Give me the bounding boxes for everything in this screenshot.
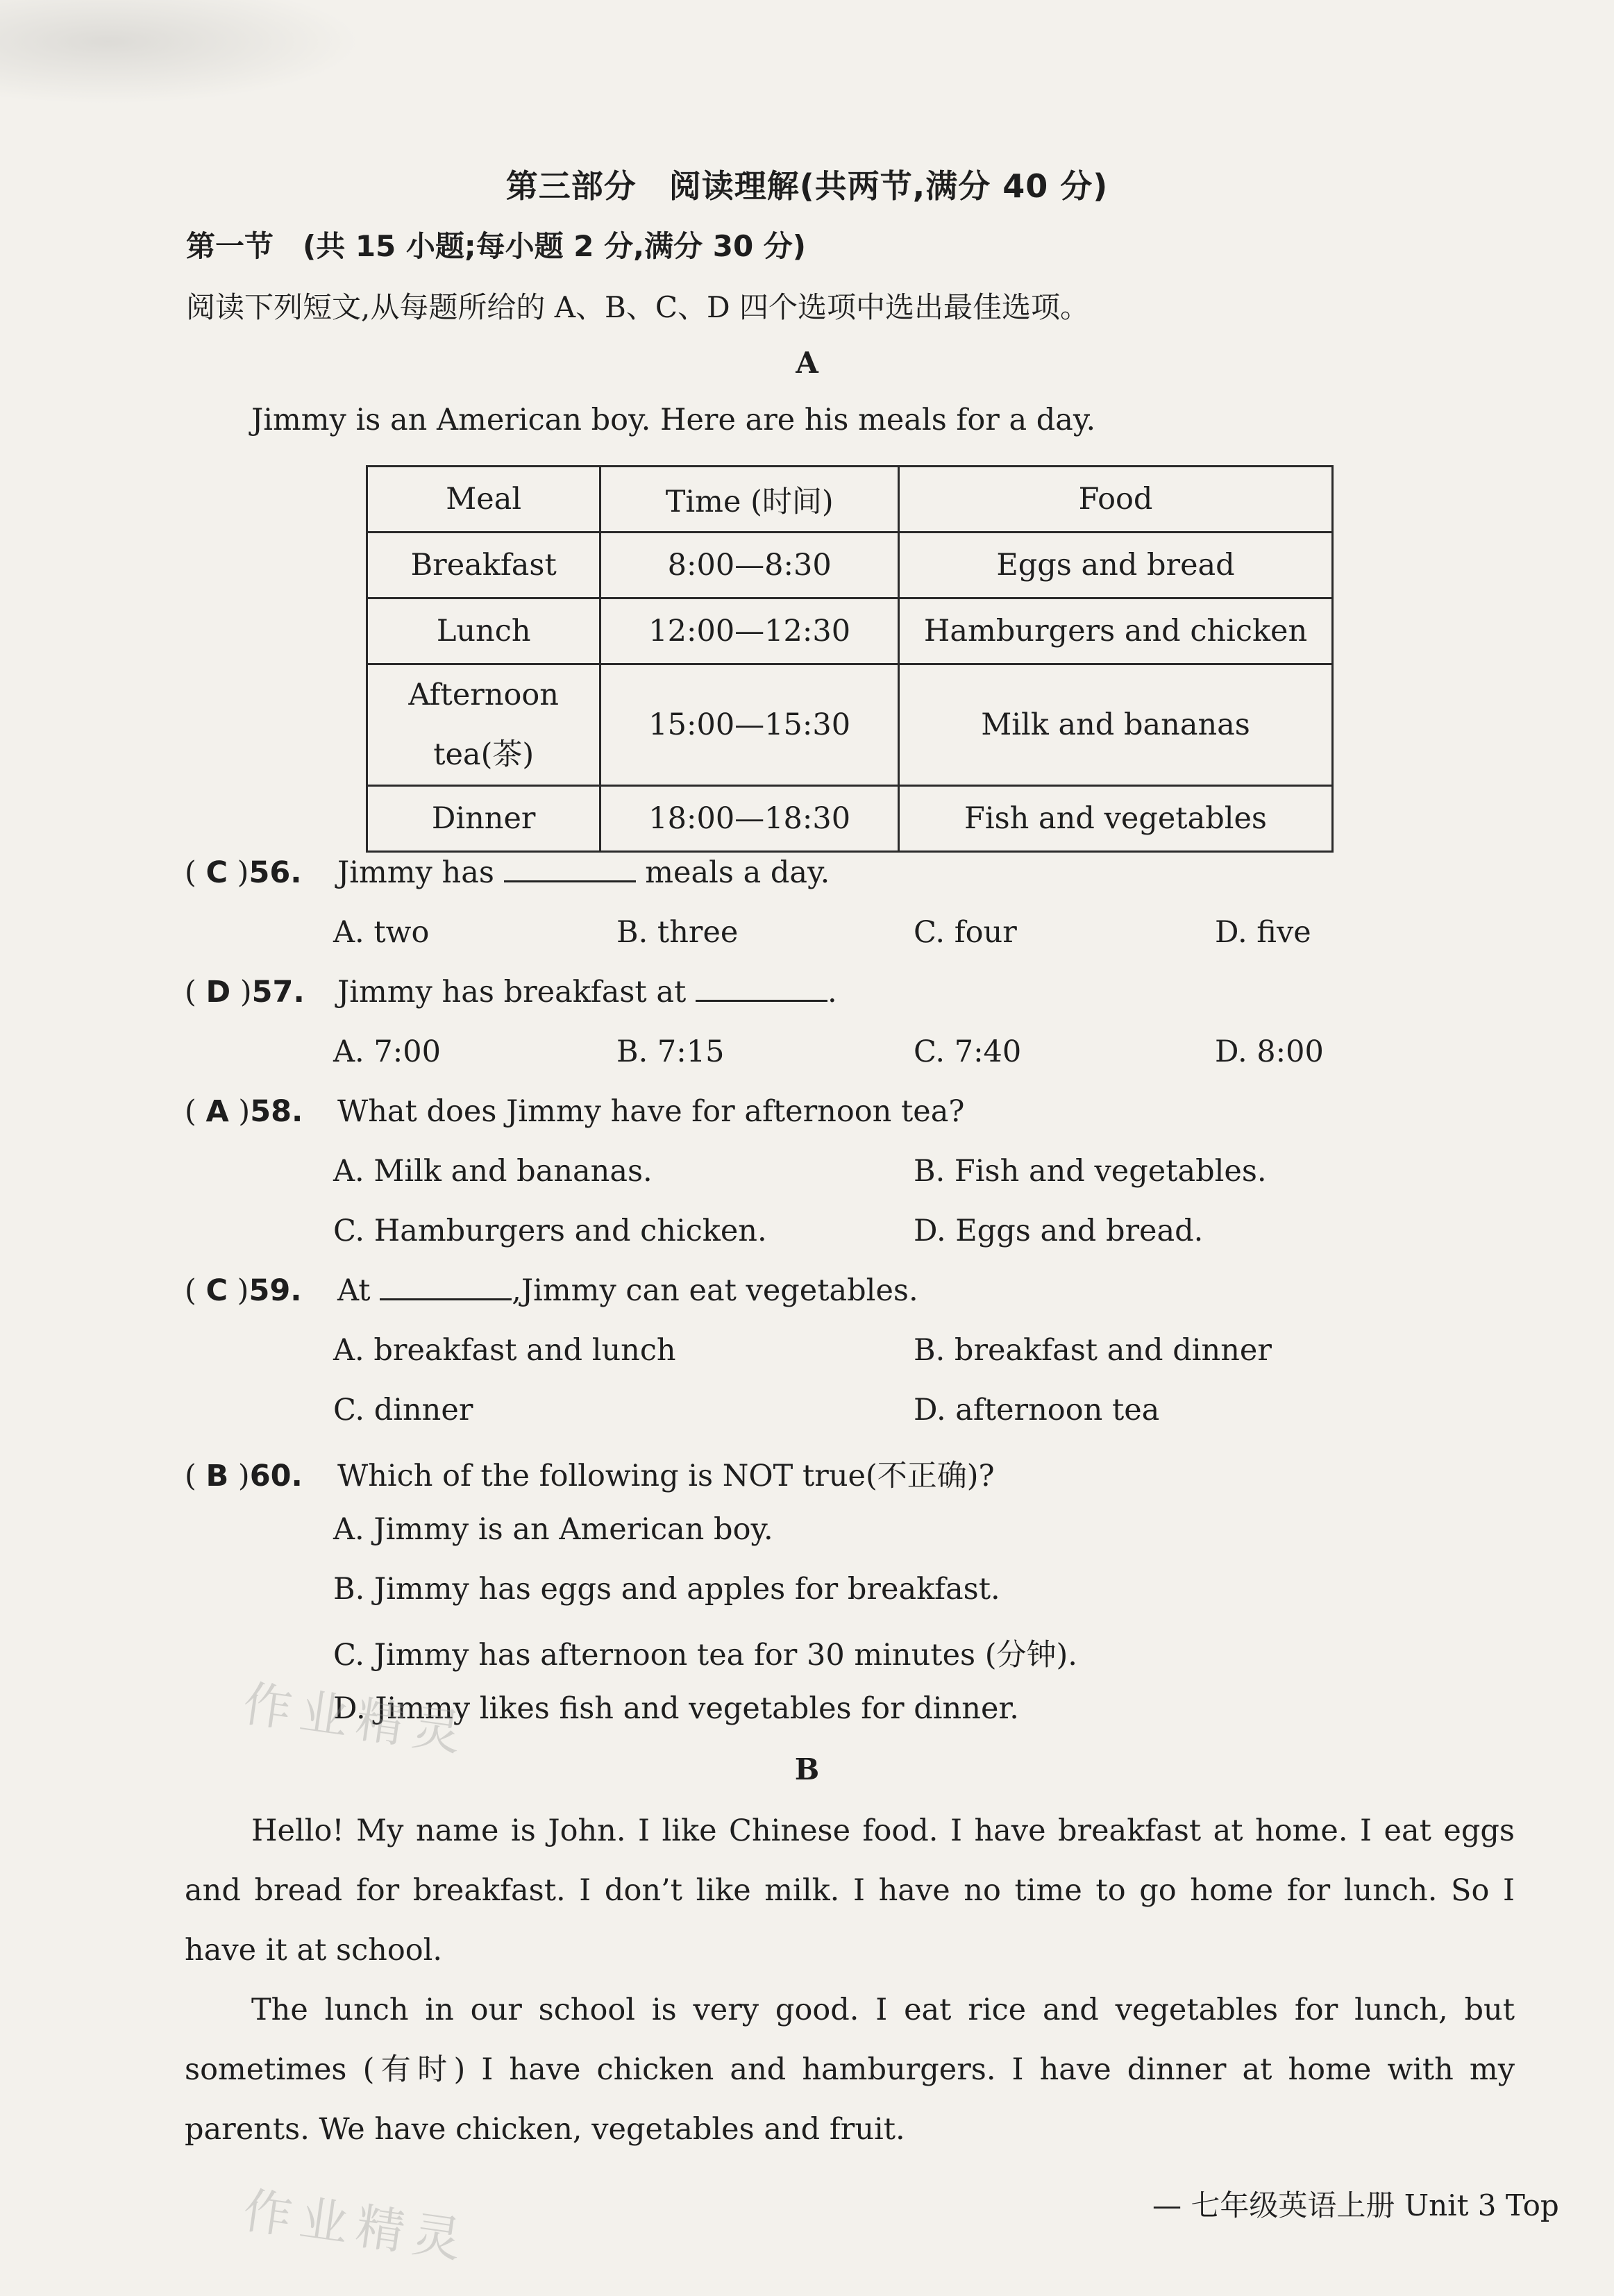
option-c: C. Hamburgers and chicken. <box>333 1214 767 1248</box>
option-a: A. Milk and bananas. <box>333 1154 653 1189</box>
option-d: D. 8:00 <box>1215 1034 1324 1069</box>
answer-letter: C <box>205 1273 228 1308</box>
scan-shadow <box>0 0 361 104</box>
option-c: C. 7:40 <box>914 1034 1022 1069</box>
question-57: ( D )57. Jimmy has breakfast at . <box>185 975 837 1009</box>
question-stem: Which of the following is NOT true(不正确)? <box>337 1459 995 1493</box>
table-header: Time (时间) <box>600 467 899 533</box>
part-title: 第三部分 阅读理解(共两节,满分 40 分) <box>505 167 1109 205</box>
question-stem-end: meals a day. <box>645 855 830 890</box>
table-cell: Fish and vegetables <box>899 786 1333 852</box>
option-b: B. Jimmy has eggs and apples for breakfast. <box>333 1572 1000 1607</box>
table-row <box>367 664 1333 786</box>
table-cell: Milk and bananas <box>899 664 1333 786</box>
option-d: D. Jimmy likes fish and vegetables for dinner. <box>333 1691 1019 1726</box>
option-b: B. breakfast and dinner <box>914 1333 1272 1368</box>
table-header: Food <box>899 467 1333 533</box>
option-b: B. 7:15 <box>616 1034 725 1069</box>
table-cell: Dinner <box>367 786 600 852</box>
table-cell: Afternoon tea(茶) <box>367 664 600 786</box>
option-d: D. afternoon tea <box>914 1393 1160 1427</box>
answer-letter: C <box>205 855 228 890</box>
passage-a-label: A <box>796 346 818 380</box>
table-cell: 15:00—15:30 <box>600 664 899 786</box>
passage-a-intro: Jimmy is an American boy. Here are his meals for a day. <box>251 403 1096 437</box>
table-row <box>367 533 1333 598</box>
question-number: 58. <box>250 1094 303 1129</box>
question-60: ( B )60. Which of the following is NOT true(不正确)? <box>185 1459 995 1493</box>
meal-table <box>366 465 1334 853</box>
question-number: 60. <box>249 1459 303 1493</box>
table-row <box>367 598 1333 664</box>
option-d: D. five <box>1215 915 1311 950</box>
watermark: 作业精灵 <box>239 1675 473 1763</box>
page-footer: — 七年级英语上册 Unit 3 Top <box>1152 2188 1559 2222</box>
table-row <box>367 786 1333 852</box>
table-cell: 8:00—8:30 <box>600 533 899 598</box>
watermark: 作业精灵 <box>239 2181 473 2270</box>
option-a: A. breakfast and lunch <box>333 1333 676 1368</box>
table-cell: 18:00—18:30 <box>600 786 899 852</box>
question-stem: Jimmy has <box>337 855 494 890</box>
question-stem-end: ,Jimmy can eat vegetables. <box>512 1273 918 1308</box>
table-header: Meal <box>367 467 600 533</box>
option-b: B. Fish and vegetables. <box>914 1154 1267 1189</box>
question-59: ( C )59. At ,Jimmy can eat vegetables. <box>185 1273 918 1308</box>
question-stem: At <box>337 1273 371 1308</box>
answer-letter: D <box>205 975 231 1009</box>
table-cell: Lunch <box>367 598 600 664</box>
answer-blank <box>380 1275 512 1300</box>
answer-letter: B <box>205 1459 229 1493</box>
table-header-row <box>367 467 1333 533</box>
answer-blank <box>696 976 827 1002</box>
table-cell: Breakfast <box>367 533 600 598</box>
table-cell: 12:00—12:30 <box>600 598 899 664</box>
answer-blank <box>504 857 636 882</box>
answer-letter: A <box>205 1094 229 1129</box>
section-title: 第一节 (共 15 小题;每小题 2 分,满分 30 分) <box>186 229 806 263</box>
question-stem: Jimmy has breakfast at <box>337 975 687 1009</box>
table-cell: Eggs and bread <box>899 533 1333 598</box>
table-cell: Hamburgers and chicken <box>899 598 1333 664</box>
instruction: 阅读下列短文,从每题所给的 A、B、C、D 四个选项中选出最佳选项。 <box>186 290 1090 324</box>
question-58: ( A )58. What does Jimmy have for afternoon tea? <box>185 1094 965 1129</box>
question-number: 57. <box>251 975 305 1009</box>
question-stem-end: . <box>827 975 837 1009</box>
option-a: A. Jimmy is an American boy. <box>333 1512 773 1547</box>
question-number: 56. <box>249 855 302 890</box>
passage-b-label: B <box>794 1752 820 1786</box>
option-c: C. four <box>914 915 1017 950</box>
option-a: A. two <box>333 915 430 950</box>
option-a: A. 7:00 <box>333 1034 441 1069</box>
question-stem: What does Jimmy have for afternoon tea? <box>337 1094 965 1129</box>
option-d: D. Eggs and bread. <box>914 1214 1204 1248</box>
passage-b-paragraph: Hello! My name is John. I like Chinese food. I have breakfast at home. I eat eggs and bread for breakfast. I don’t like milk. I have no time to go home for lunch. So I have it at school. <box>185 1813 1515 1968</box>
passage-b-paragraph: The lunch in our school is very good. I eat rice and vegetables for lunch, but sometimes (有时) I have chicken and hamburgers. I have dinner at home with my parents. We have chicken, vegetables and fruit. <box>185 1993 1515 2147</box>
option-c: C. dinner <box>333 1393 473 1427</box>
option-b: B. three <box>616 915 739 950</box>
question-56: ( C )56. Jimmy has meals a day. <box>185 855 830 890</box>
question-number: 59. <box>249 1273 302 1308</box>
option-c: C. Jimmy has afternoon tea for 30 minutes (分钟). <box>333 1638 1077 1673</box>
